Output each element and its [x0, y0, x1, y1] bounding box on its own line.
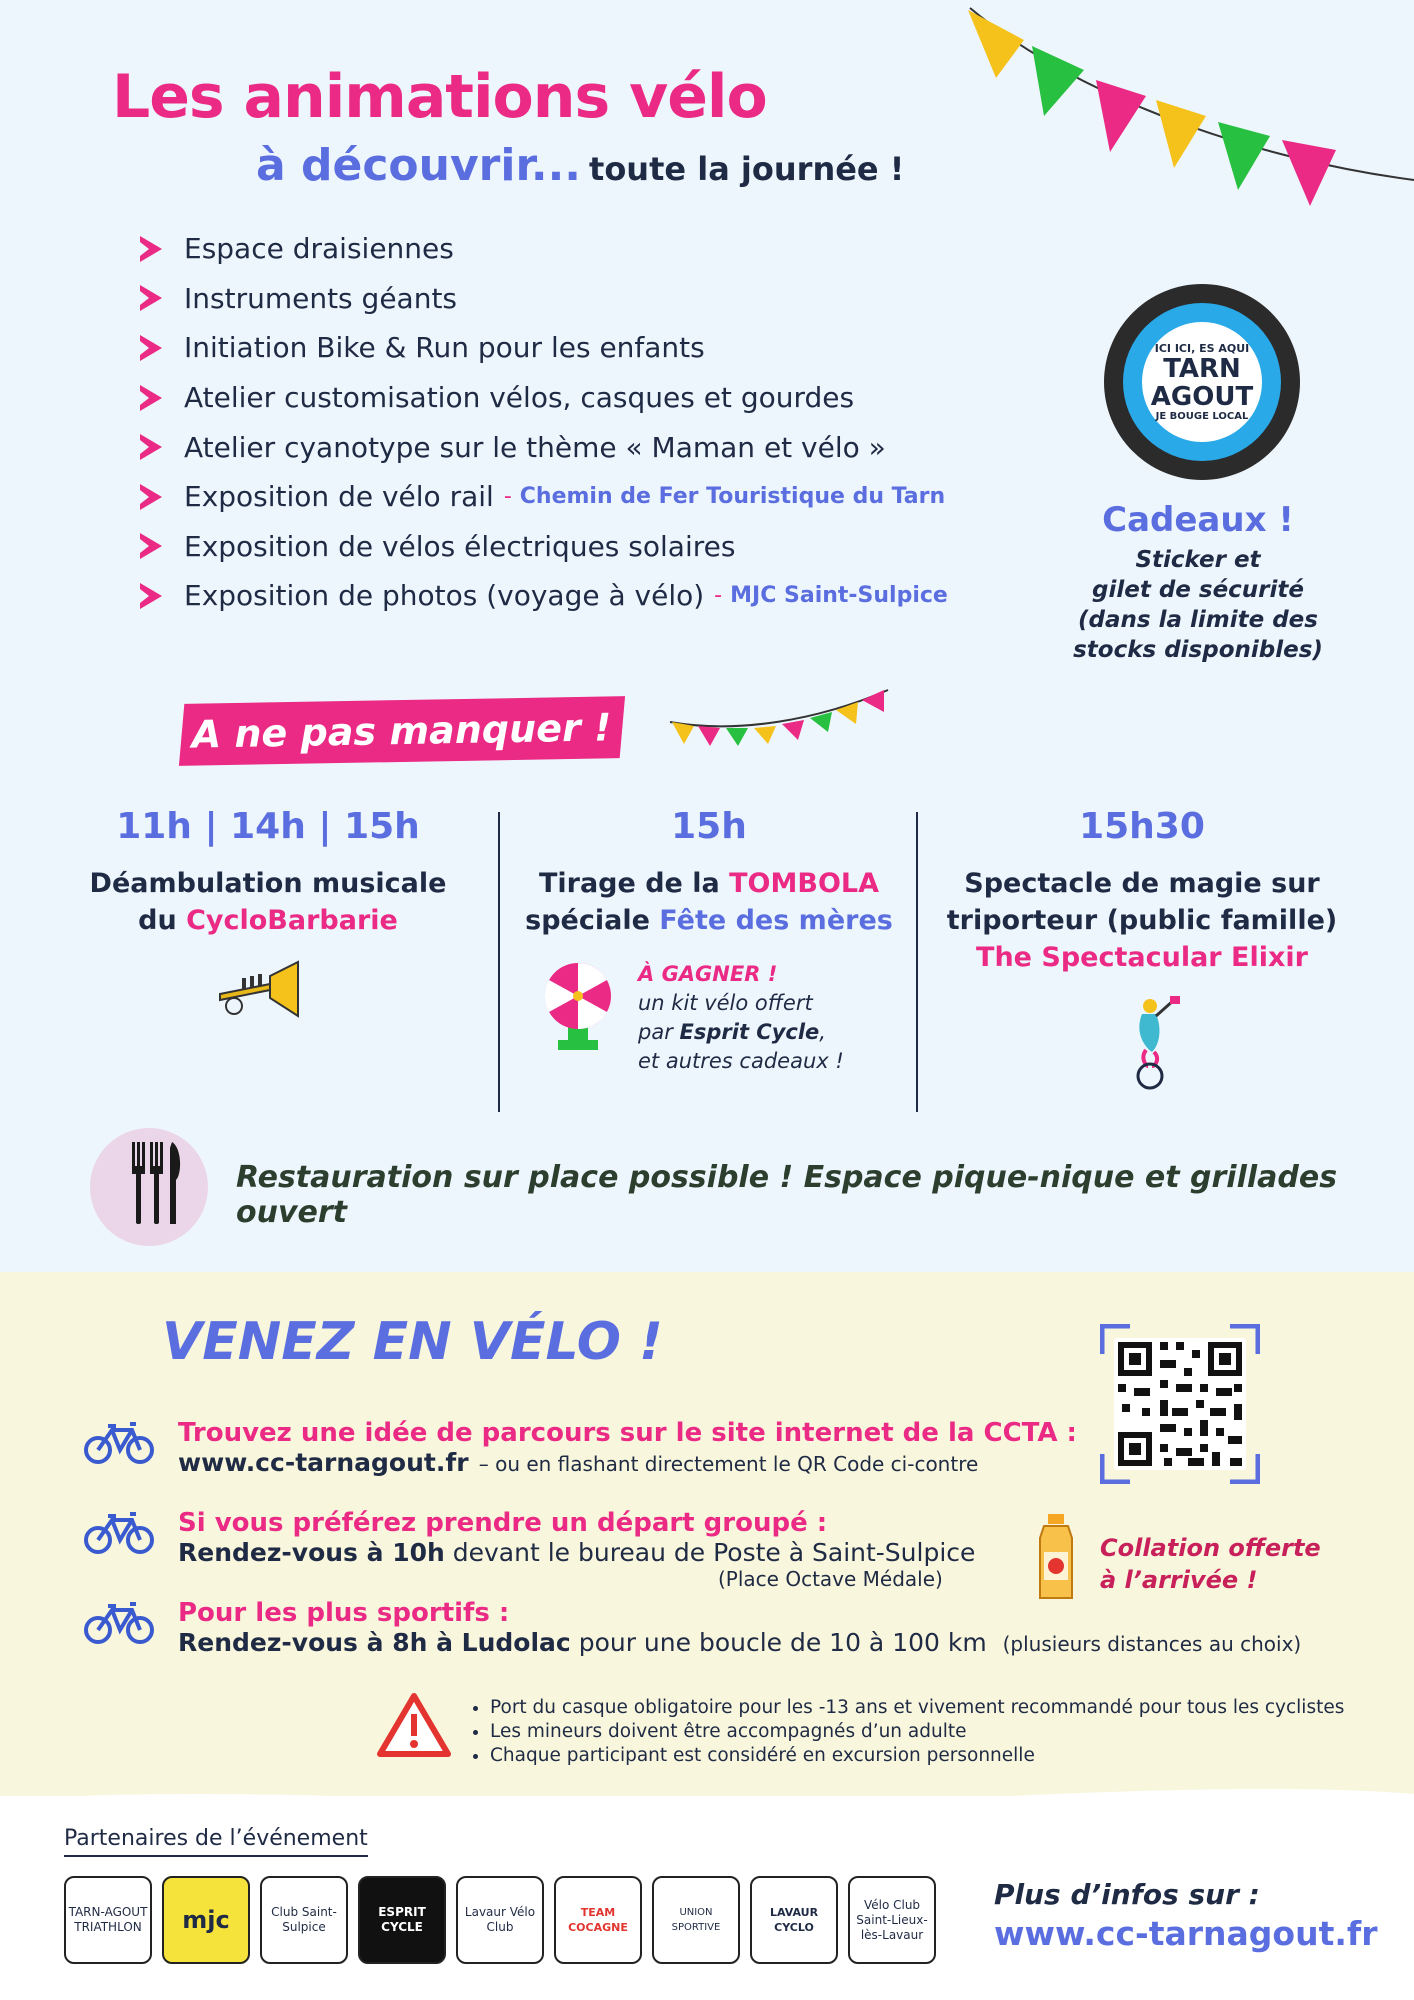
- restauration-text: Restauration sur place possible ! Espace pique-nique et grillades ouvert: [236, 1160, 1338, 1230]
- partner-logo-velo-club-saint-lieux[interactable]: Vélo Club Saint-Lieux-lès-Lavaur: [848, 1876, 936, 1964]
- activity-label: Instruments géants: [184, 281, 458, 315]
- desc-part: du: [138, 905, 187, 936]
- subtitle-part-b: toute la journée !: [589, 150, 905, 188]
- column-divider: [916, 812, 918, 1112]
- group-time: Rendez-vous à 10h: [178, 1538, 445, 1567]
- prize-line: un kit vélo offert: [638, 991, 813, 1015]
- time-label: 15h30: [1079, 806, 1205, 847]
- cyclobarbarie-name: CycloBarbarie: [186, 905, 398, 936]
- bicycle-icon: [84, 1600, 154, 1644]
- highlight-col-3: [936, 806, 1348, 976]
- gifts-line: gilet de sécurité: [1091, 577, 1305, 603]
- prize-info: [638, 960, 844, 1076]
- arrow-icon: [140, 335, 162, 361]
- list-item: [140, 373, 948, 423]
- list-item: Exposition de photos (voyage à vélo) - MJC Saint-Sulpice: [140, 571, 948, 621]
- arrow-icon: [140, 236, 162, 262]
- collation-text: [1100, 1532, 1321, 1596]
- time-label: 11h | 14h | 15h: [116, 806, 420, 847]
- gifts-text: [1070, 545, 1326, 665]
- partner-logo-lavaur-cyclo[interactable]: LAVAUR CYCLO: [750, 1876, 838, 1964]
- prize-wheel-icon: [542, 960, 614, 1052]
- route-note: – ou en flashant directement le QR Code ci-contre: [478, 1452, 979, 1476]
- gifts-line: (dans la limite des: [1078, 607, 1318, 633]
- highlight-col-1: [82, 806, 454, 939]
- bicycle-icon: [84, 1420, 154, 1464]
- col-description: [82, 865, 454, 939]
- venez-title: VENEZ EN VÉLO !: [162, 1312, 663, 1372]
- prize-line: et autres cadeaux !: [638, 1049, 844, 1073]
- sportif-note: (plusieurs distances au choix): [1002, 1632, 1302, 1656]
- group-note: (Place Octave Médale): [718, 1567, 943, 1591]
- gifts-title: Cadeaux !: [1102, 500, 1294, 540]
- activity-label: Initiation Bike & Run pour les enfants: [184, 331, 705, 365]
- page-subtitle: [256, 140, 904, 191]
- juice-bottle-icon: [1036, 1512, 1076, 1602]
- list-item: [140, 522, 948, 572]
- partner-logo-union-sportive[interactable]: UNION SPORTIVE: [652, 1876, 740, 1964]
- group-departure-info: [178, 1508, 975, 1591]
- unicyclist-icon: [1116, 994, 1182, 1090]
- warning-icon: [376, 1692, 452, 1758]
- website-link[interactable]: www.cc-tarnagout.fr: [178, 1448, 469, 1477]
- partner-logos: [64, 1876, 936, 1964]
- banner-text: A ne pas manquer !: [191, 705, 613, 757]
- bunting-top-right: [960, 0, 1414, 230]
- more-info-label: Plus d’infos sur :: [994, 1878, 1260, 1911]
- activity-label: Atelier customisation vélos, casques et gourdes: [184, 381, 855, 415]
- badge-bottom-text: JE BOUGE LOCAL: [1155, 411, 1249, 422]
- arrow-icon: [140, 285, 162, 311]
- list-item: [140, 422, 948, 472]
- sportif-info: [178, 1598, 1301, 1657]
- trumpet-icon: [214, 954, 306, 1020]
- partner-logo-team-cocagne[interactable]: TEAM COCAGNE: [554, 1876, 642, 1964]
- qr-code[interactable]: [1100, 1324, 1260, 1484]
- desc-part: Tirage de la: [538, 868, 730, 899]
- route-info: [178, 1418, 1077, 1477]
- desc-line: triporteur (public famille): [946, 905, 1338, 936]
- bunting-small: [668, 686, 890, 750]
- gifts-line: Sticker et: [1135, 547, 1261, 573]
- column-divider: [498, 812, 500, 1112]
- esprit-cycle-name: Esprit Cycle: [679, 1020, 820, 1044]
- activity-label: Exposition de vélo rail: [184, 480, 494, 514]
- list-item: • Les mineurs doivent être accompagnés d’un adulte: [490, 1720, 1344, 1744]
- activity-label: Exposition de vélos électriques solaires: [184, 529, 736, 563]
- footer-website-link[interactable]: www.cc-tarnagout.fr: [994, 1914, 1378, 1953]
- activity-partner: MJC Saint-Sulpice: [730, 583, 948, 609]
- desc-part: spéciale: [525, 905, 660, 936]
- tarn-agout-badge: [1104, 284, 1300, 480]
- list-item: Exposition de vélo rail - Chemin de Fer Touristique du Tarn: [140, 472, 948, 522]
- activity-label: Atelier cyanotype sur le thème « Maman et vélo »: [184, 430, 886, 464]
- activity-partner: Chemin de Fer Touristique du Tarn: [519, 484, 946, 510]
- cutlery-icon: [126, 1138, 186, 1228]
- sportif-title: Pour les plus sportifs :: [178, 1598, 510, 1628]
- col-description: [520, 865, 898, 939]
- highlight-banner: [179, 696, 625, 766]
- sportif-time: Rendez-vous à 8h à Ludolac: [178, 1628, 571, 1657]
- partner-logo-esprit-cycle[interactable]: ESPRIT CYCLE: [358, 1876, 446, 1964]
- fete-des-meres: Fête des mères: [659, 905, 893, 936]
- badge-brand: TARN AGOUT: [1150, 354, 1254, 412]
- arrow-icon: [140, 533, 162, 559]
- group-place: devant le bureau de Poste à Saint-Sulpice: [444, 1538, 976, 1567]
- activities-list: [140, 224, 948, 621]
- prize-title: À GAGNER !: [638, 962, 778, 986]
- gifts-line: stocks disponibles): [1073, 637, 1323, 663]
- activity-label: Espace draisiennes: [184, 232, 454, 266]
- arrow-icon: [140, 484, 162, 510]
- tombola-word: TOMBOLA: [729, 868, 880, 899]
- arrow-icon: [140, 583, 162, 609]
- partners-label: Partenaires de l’événement: [64, 1826, 368, 1857]
- subtitle-part-a: à découvrir...: [256, 140, 582, 191]
- activity-label: Exposition de photos (voyage à vélo): [184, 579, 705, 613]
- time-label: 15h: [671, 806, 747, 847]
- prize-part: ,: [819, 1020, 826, 1044]
- badge-top-text: ICI ICI, ES AQUI: [1154, 342, 1250, 355]
- sportif-loop: pour une boucle de 10 à 100 km: [570, 1628, 987, 1657]
- warnings-list: [468, 1696, 1344, 1768]
- arrow-icon: [140, 434, 162, 460]
- list-item: [140, 274, 948, 324]
- group-title: Si vous préférez prendre un départ groupé :: [178, 1508, 828, 1538]
- arrow-icon: [140, 385, 162, 411]
- list-item: [140, 323, 948, 373]
- col-description: [936, 865, 1348, 976]
- list-item: • Port du casque obligatoire pour les -13 ans et vivement recommandé pour tous les cyclistes: [490, 1696, 1344, 1720]
- desc-line: Déambulation musicale: [89, 868, 447, 899]
- collation-line: Collation offerte: [1100, 1534, 1321, 1562]
- desc-line: Spectacle de magie sur: [964, 868, 1320, 899]
- collation-line: à l’arrivée !: [1100, 1566, 1258, 1594]
- partner-logo-lavaur-velo-club[interactable]: Lavaur Vélo Club: [456, 1876, 544, 1964]
- partner-logo-mjc[interactable]: mjc: [162, 1876, 250, 1964]
- bicycle-icon: [84, 1510, 154, 1554]
- page-title: Les animations vélo: [112, 62, 767, 132]
- partner-logo-club-saint-sulpice[interactable]: Club Saint-Sulpice: [260, 1876, 348, 1964]
- route-title: Trouvez une idée de parcours sur le site internet de la CCTA :: [178, 1418, 1077, 1448]
- highlight-col-2: [520, 806, 898, 939]
- list-item: • Chaque participant est considéré en excursion personnelle: [490, 1744, 1344, 1768]
- list-item: [140, 224, 948, 274]
- prize-part: par: [638, 1020, 680, 1044]
- partner-logo-triathlon[interactable]: TARN-AGOUT TRIATHLON: [64, 1876, 152, 1964]
- spectacle-name: The Spectacular Elixir: [976, 942, 1308, 973]
